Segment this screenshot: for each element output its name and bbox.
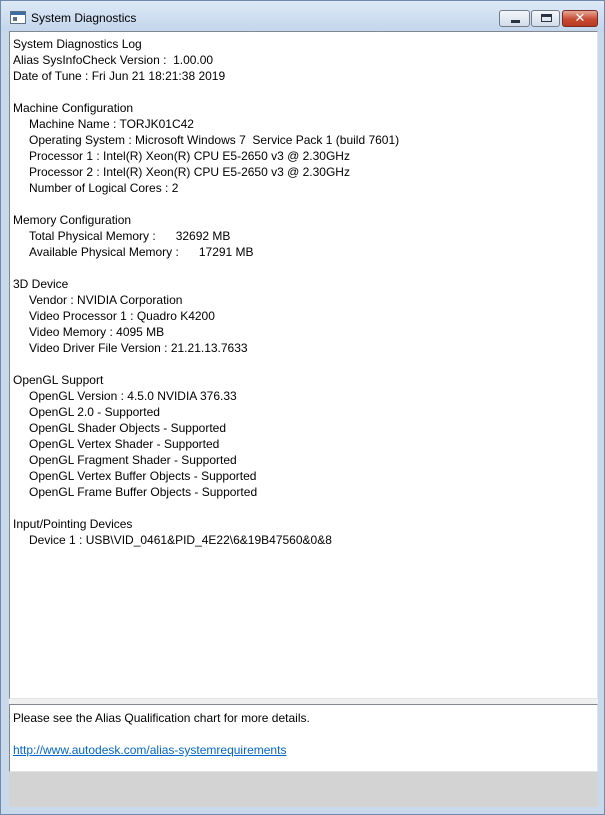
title-bar[interactable] (1, 1, 604, 31)
log-line: Number of Logical Cores : 2 (29, 181, 179, 195)
window-title: System Diagnostics (31, 11, 137, 25)
qualification-message: Please see the Alias Qualification chart for more details. (13, 711, 310, 725)
log-line: Machine Name : TORJK01C42 (29, 117, 194, 131)
section-title-input-devices: Input/Pointing Devices (13, 517, 133, 531)
log-line: OpenGL Version : 4.5.0 NVIDIA 376.33 (29, 389, 237, 403)
version-line: Alias SysInfoCheck Version : 1.00.00 (13, 53, 214, 67)
section-title-memory: Memory Configuration (13, 213, 132, 227)
minimize-icon (511, 20, 520, 23)
blank-line (13, 196, 399, 212)
log-title: System Diagnostics Log (13, 37, 142, 51)
log-line: Available Physical Memory : 17291 MB (29, 245, 254, 259)
close-button[interactable] (562, 10, 598, 27)
status-strip (9, 772, 598, 807)
log-line: Video Driver File Version : 21.21.13.7633 (29, 341, 248, 355)
date-line: Date of Tune : Fri Jun 21 18:21:38 2019 (13, 69, 226, 83)
log-line: Processor 1 : Intel(R) Xeon(R) CPU E5-2650 v3 @ 2.30GHz (29, 149, 350, 163)
client-area (9, 31, 598, 807)
maximize-icon (541, 14, 552, 22)
log-line: Vendor : NVIDIA Corporation (29, 293, 183, 307)
log-line: OpenGL Shader Objects - Supported (29, 421, 227, 435)
blank-line (13, 260, 399, 276)
blank-line (13, 500, 399, 516)
diagnostics-log-textbox[interactable] (9, 31, 598, 699)
log-line: OpenGL 2.0 - Supported (29, 405, 160, 419)
log-line: Video Processor 1 : Quadro K4200 (29, 309, 215, 323)
log-line: OpenGL Vertex Shader - Supported (29, 437, 220, 451)
log-line: OpenGL Vertex Buffer Objects - Supported (29, 469, 257, 483)
log-line: Operating System : Microsoft Windows 7 Service Pack 1 (build 7601) (29, 133, 400, 147)
minimize-button[interactable] (499, 10, 530, 27)
app-window-icon[interactable] (10, 11, 26, 24)
blank-line (13, 356, 399, 372)
close-icon: ✕ (574, 11, 586, 26)
section-title-machine: Machine Configuration (13, 101, 134, 115)
log-line: OpenGL Frame Buffer Objects - Supported (29, 485, 258, 499)
log-line: Processor 2 : Intel(R) Xeon(R) CPU E5-2650 v3 @ 2.30GHz (29, 165, 350, 179)
log-line: Device 1 : USB\VID_0461&PID_4E22\6&19B47560&0&8 (29, 533, 332, 547)
log-content (13, 36, 399, 548)
system-requirements-link[interactable]: http://www.autodesk.com/alias-systemrequirements (13, 743, 287, 757)
blank-line (13, 84, 399, 100)
section-title-opengl: OpenGL Support (13, 373, 104, 387)
log-line: OpenGL Fragment Shader - Supported (29, 453, 237, 467)
log-line: Total Physical Memory : 32692 MB (29, 229, 231, 243)
maximize-button[interactable] (531, 10, 560, 27)
log-line: Video Memory : 4095 MB (29, 325, 165, 339)
section-title-3d-device: 3D Device (13, 277, 69, 291)
info-textbox[interactable] (9, 704, 598, 772)
